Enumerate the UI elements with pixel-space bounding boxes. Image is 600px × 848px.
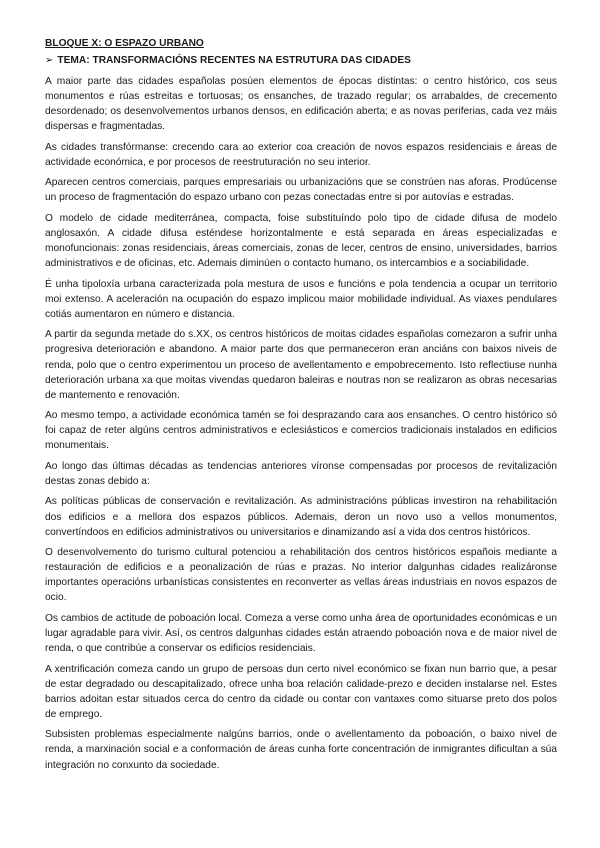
document-page xyxy=(45,37,557,778)
paragraph-13: Subsisten problemas especialmente nalgúns barrios, onde o avellentamento da poboación, o baixo nivel de renda, a marxinación social e a conformación de áreas cunha forte concentración de inmigrantes dificultan a súa integración no conxunto da sociedade. xyxy=(45,729,557,771)
paragraph-12: A xentrificación comeza cando un grupo de persoas dun certo nivel económico se fixan nun barrio que, a pesar de estar degradado ou descapitalizado, ofrece unha boa relación calidade-prezo e deciden instalarse nel. Estes barrios adoitan estar situados cerca do centro da cidade ou contar con vantaxes como situarse preto dos polos de emprego. xyxy=(45,663,557,720)
paragraph-3: Aparecen centros comerciais, parques empresariais ou urbanizacións que se constrúen nas aforas. Prodúcense un proceso de fragmentación do espazo urbano con pezas conectadas entre si por autovías e estradas. xyxy=(45,177,557,204)
paragraph-1: A maior parte das cidades españolas posúen elementos de épocas distintas: o centro histórico, cos seus monumentos e rúas estreitas e tortuosas; os ensanches, de trazado regular; os arrabaldes, de crecemento desordenado; os desenvolvementos urbanos densos, en edificación aberta; e as novas periferias, cada vez máis dispersas e fragmentadas. xyxy=(45,76,557,133)
block-title: BLOQUE X: O ESPAZO URBANO xyxy=(45,38,204,49)
paragraph-11: Os cambios de actitude de poboación local. Comeza a verse como unha área de oportunidades económicas e un lugar agradable para vivir. Así, os centros dalgunhas cidades están atraendo poboación nova e de maior nivel de renda, o que contribúe a conservar os edificios residenciais. xyxy=(45,612,557,655)
topic-heading xyxy=(45,54,557,67)
topic-title: TEMA: TRANSFORMACIÓNS RECENTES NA ESTRUTURA DAS CIDADES xyxy=(57,55,411,66)
paragraph-2: As cidades transfórmanse: crecendo cara ao exterior coa creación de novos espazos residenciais e áreas de actividade económica, e por procesos de reestruturación no seu interior. xyxy=(45,141,557,168)
paragraph-4: O modelo de cidade mediterránea, compacta, foise substituíndo polo tipo de cidade difusa de modelo anglosaxón. A cidade difusa esténdese horizontalmente e está separada en áreas especializadas e monofuncionais: zonas residenciais, áreas comerciais, zonas de lecer, centros de ensino, universidades, barrios administrativos e de oficinas, etc. Ademais diminúen o contacto humano, os intercambios e a sociabilidade. xyxy=(45,212,557,270)
paragraph-5: É unha tipoloxía urbana caracterizada pola mestura de usos e funcións e pola tendencia a ocupar un territorio moi extenso. A aceleración na ocupación do espazo implicou maior mobilidade individual. As viaxes pendulares cotiás aumentaron en número e distancia. xyxy=(45,278,557,320)
paragraph-6: A partir da segunda metade do s.XX, os centros históricos de moitas cidades españolas comezaron a sufrir unha progresiva deterioración e abandono. A maior parte dos que permaneceron eran anciáns con baixos niveis de renda, polo que o centro experimentou un proceso de avellentamento e empobrecemento. Isto reflectiuse nunha deterioración urbana xa que moitas vivendas quedaron baleiras e noutras non se realizaron as obras necesarias de mantemento e renovación. xyxy=(45,329,557,401)
arrow-bullet-icon: ➢ xyxy=(45,55,54,66)
paragraph-7: Ao mesmo tempo, a actividade económica tamén se foi desprazando cara aos ensanches. O centro histórico só foi capaz de reter algúns centros administrativos e eclesiásticos e comercios tradicionais instalados en edificios monumentais. xyxy=(45,410,557,452)
paragraph-9: As políticas públicas de conservación e revitalización. As administracións públicas investiron na rehabilitación dos edificios e a mellora dos espazos públicos. Ademais, deron un novo uso a vellos monumentos, convertíndoos en edificios administrativos ou universitarios e dinamizando así a vida dos centros históricos. xyxy=(45,496,557,538)
paragraph-10: O desenvolvemento do turismo cultural potenciou a rehabilitación dos centros históricos españois mediante a restauración de edificios e a peonalización de rúas e prazas. No interior dalgunhas cidades realizáronse importantes operacións urbanísticas consistentes en reconverter as vellas áreas industriais en novos espazos de ocio. xyxy=(45,547,557,604)
paragraph-8: Ao longo das últimas décadas as tendencias anteriores víronse compensadas por procesos de revitalización destas zonas debido a: xyxy=(45,460,557,487)
